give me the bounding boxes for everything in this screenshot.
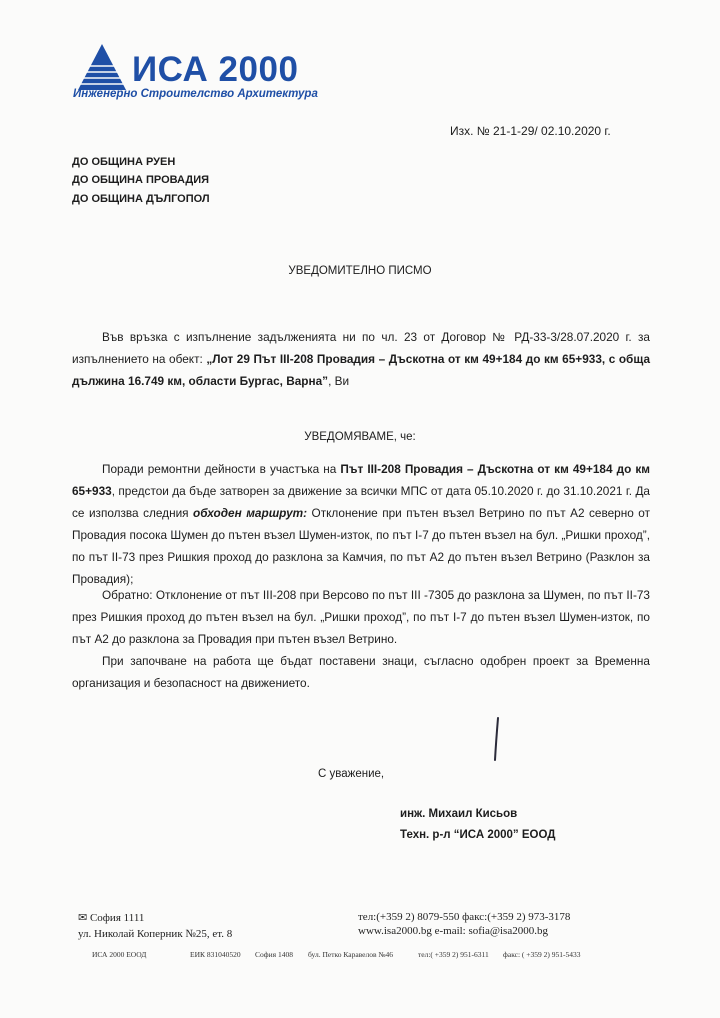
footer-city-line [78,911,144,924]
footer-small-fax: факс: ( +359 2) 951-5433 [503,950,581,959]
recipient-1: ДО ОБЩИНА РУЕН [72,156,176,168]
p3-text: При започване на работа ще бъдат поставени знаци, съгласно одобрен проект за Временна организация и безопасност на движението. [72,654,650,690]
p1-detour-label: обходен маршрут: [193,506,308,520]
company-name: ИСА 2000 [132,50,299,89]
footer-small-address: бул. Петко Каравелов №46 [308,950,394,959]
signer-name: инж. Михаил Кисьов [400,808,518,820]
footer-web-email: www.isa2000.bg e-mail: sofia@isa2000.bg [358,925,548,937]
handwritten-signature [486,716,506,762]
paragraph-detour [72,458,650,590]
p1-text-e: Отклонение при пътен възел Ветрино по път А2 северно от Провадия посока Шумен до пътен възел Шумен-изток, по път I-7 до пътен възел на бул. „Ришки проход”, по път II-73 през Ришкия проход до разклона за Камчия, по път А2 до пътен възел Ветрино (Разклон за Провадия); [72,506,650,586]
paragraph-signs [72,650,650,694]
closing-greeting: С уважение, [318,768,385,780]
paragraph-reverse [72,584,650,650]
p2-text: Обратно: Отклонение от път III-208 при Версово по път III -7305 до разклона за Шумен, по път II-73 през Ришкия проход до пътен възел на бул. „Ришки проход”, по път I-7 до пътен възел Шумен-изток, по път А2 до разклона за Провадия при пътен възел Ветрино. [72,588,650,646]
intro-object-name: „Лот 29 Път III-208 Провадия – Дъскотна от км 49+184 до км 65+933, с обща дължина 16.749 км, области Бургас, Варна” [72,352,650,388]
letter-title: УВЕДОМИТЕЛНО ПИСМО [288,265,432,277]
footer-small-eik: ЕИК 831040520 [190,950,241,959]
intro-text-2: , Ви [328,374,350,388]
reference-number: Изх. № 21-1-29/ 02.10.2020 г. [450,124,611,138]
footer-phones: тел:(+359 2) 8079-550 факс:(+359 2) 973-3178 [358,911,571,923]
recipient-2: ДО ОБЩИНА ПРОВАДИЯ [72,174,210,186]
recipient-3: ДО ОБЩИНА ДЪЛГОПОЛ [72,193,210,205]
signer-title: Техн. р-л “ИСА 2000” ЕООД [400,829,556,841]
p1-text-c: , предстои да бъде затворен за движение за всички МПС от дата 05.10.2020 г. до 31.10.2021 г. Да се използва следния [72,484,650,520]
p1-road-section: Път III-208 Провадия – Дъскотна от км 49+184 до км 65+933 [72,462,650,498]
footer-small-city: София 1408 [255,950,293,959]
footer-city: София 1111 [89,912,145,924]
footer-small-company: ИСА 2000 ЕООД [92,950,147,959]
company-logo-triangle-icon [78,44,126,90]
footer-small-phone: тел:( +359 2) 951-6311 [418,950,489,959]
company-subtitle: Инженерно Строителство Архитектура [73,88,318,100]
p1-text-a: Поради ремонтни дейности в участъка на [102,462,341,476]
intro-paragraph [72,326,650,392]
envelope-icon: ✉ [78,912,90,924]
footer-street: ул. Николай Коперник №25, ет. 8 [78,928,233,940]
notify-heading: УВЕДОМЯВАМЕ, че: [304,431,416,443]
intro-text-1: Във връзка с изпълнение задълженията ни по чл. 23 от Договор № РД-33-3/28.07.2020 г. за изпълнението на обект: [72,330,650,366]
